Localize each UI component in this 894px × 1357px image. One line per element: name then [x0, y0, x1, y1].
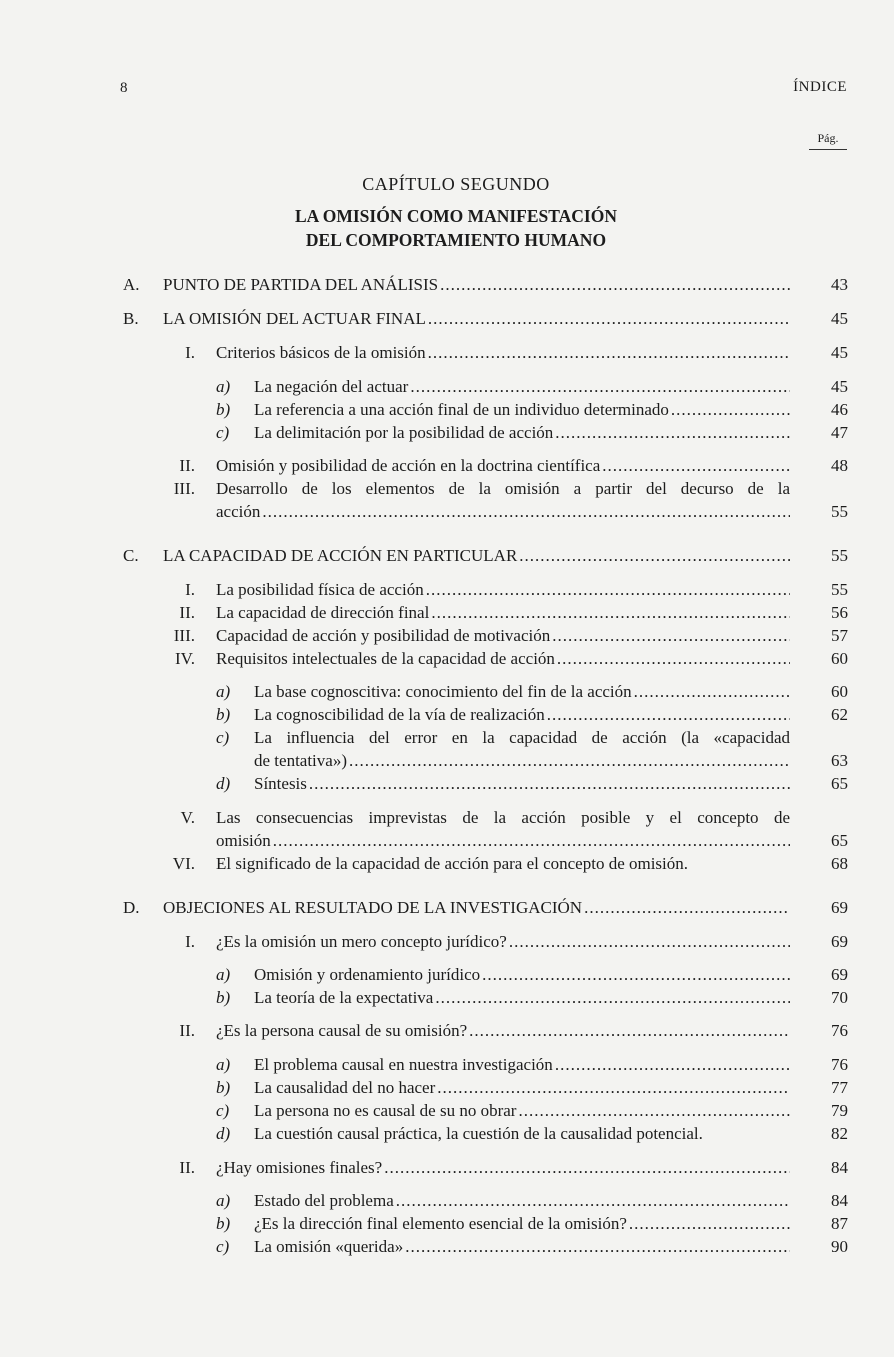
- leader-dots: [428, 309, 790, 329]
- leader-dots: [309, 774, 790, 794]
- leader-dots: [405, 1237, 790, 1257]
- entry-title-line: [216, 854, 790, 874]
- entry-label: II.: [179, 456, 195, 475]
- entry-page-number: 45: [831, 377, 848, 396]
- entry-title: La causalidad del no hacer: [254, 1078, 436, 1097]
- entry-page-number: 48: [831, 456, 848, 475]
- entry-title: El significado de la capacidad de acción para el concepto de omisión.: [216, 854, 689, 873]
- entry-title-line: [216, 603, 790, 623]
- leader-dots: [396, 1191, 790, 1211]
- entry-page-number: 43: [831, 275, 848, 294]
- leader-dots: [435, 988, 790, 1008]
- chapter-title-line1: LA OMISIÓN COMO MANIFESTACIÓN: [295, 206, 617, 226]
- leader-dots: [634, 682, 790, 702]
- entry-title-line: [216, 343, 790, 363]
- entry-label: C.: [123, 546, 139, 565]
- entry-title-line: [254, 1055, 790, 1075]
- entry-label: I.: [185, 343, 195, 362]
- entry-page-number: 90: [831, 1237, 848, 1256]
- entry-page-number: 82: [831, 1124, 848, 1143]
- entry-label: a): [216, 965, 231, 984]
- entry-title-continuation: [254, 751, 790, 771]
- leader-dots: [519, 546, 790, 566]
- leader-dots: [262, 502, 790, 522]
- leader-dots: [349, 751, 790, 771]
- entry-page-number: 65: [831, 774, 848, 793]
- entry-title-line: [163, 546, 790, 566]
- entry-label: V.: [180, 808, 195, 827]
- entry-title: La persona no es causal de su no obrar: [254, 1101, 517, 1120]
- running-head: ÍNDICE: [793, 79, 847, 95]
- entry-page-number: 45: [831, 343, 848, 362]
- entry-title-line: [254, 965, 790, 985]
- entry-title-line: [254, 705, 790, 725]
- entry-title-line: [216, 1021, 790, 1041]
- entry-page-number: 76: [831, 1055, 848, 1074]
- entry-title-line: [163, 275, 790, 295]
- entry-label: II.: [179, 603, 195, 622]
- entry-title-line: [254, 1124, 790, 1144]
- entry-title-line: [254, 1214, 790, 1234]
- entry-title: La referencia a una acción final de un individuo determinado: [254, 400, 669, 419]
- entry-title-line: [254, 377, 790, 397]
- entry-title: Omisión y ordenamiento jurídico: [254, 965, 481, 984]
- leader-dots: [273, 831, 790, 851]
- entry-label: b): [216, 705, 231, 724]
- entry-label: III.: [173, 479, 195, 498]
- entry-label: a): [216, 377, 231, 396]
- entry-title: La delimitación por la posibilidad de acción: [254, 423, 554, 442]
- entry-label: III.: [173, 626, 195, 645]
- entry-page-number: 84: [831, 1191, 848, 1210]
- entry-title-line: [163, 309, 790, 329]
- entry-page-number: 47: [831, 423, 848, 442]
- entry-title-continuation: [216, 831, 790, 851]
- entry-title: La teoría de la expectativa: [254, 988, 434, 1007]
- entry-page-number: 84: [831, 1158, 848, 1177]
- entry-title: ¿Es la dirección final elemento esencial de la omisión?: [254, 1214, 627, 1233]
- entry-label: II.: [179, 1158, 195, 1177]
- leader-dots: [437, 1078, 790, 1098]
- entry-label: D.: [123, 898, 140, 917]
- entry-title: ¿Es la persona causal de su omisión?: [216, 1021, 468, 1040]
- entry-label: b): [216, 1078, 231, 1097]
- leader-dots: [552, 626, 790, 646]
- entry-title: PUNTO DE PARTIDA DEL ANÁLISIS: [163, 275, 439, 294]
- entry-label: c): [216, 1237, 230, 1256]
- entry-page-number: 46: [831, 400, 848, 419]
- leader-dots: [518, 1101, 790, 1121]
- entry-page-number: 68: [831, 854, 848, 873]
- entry-page-number: 69: [831, 898, 848, 917]
- entry-label: VI.: [172, 854, 195, 873]
- entry-title-line: [254, 423, 790, 443]
- entry-title: La omisión «querida»: [254, 1237, 404, 1256]
- entry-label: IV.: [175, 649, 195, 668]
- entry-title: La cuestión causal práctica, la cuestión de la causalidad potencial.: [254, 1124, 703, 1143]
- entry-title-line: [216, 626, 790, 646]
- entry-title: ¿Es la omisión un mero concepto jurídico?: [216, 932, 507, 951]
- entry-title-line: [254, 774, 790, 794]
- entry-label: II.: [179, 1021, 195, 1040]
- entry-label: c): [216, 1101, 230, 1120]
- entry-title: La capacidad de dirección final: [216, 603, 430, 622]
- entry-title-continuation-text: acción: [216, 502, 261, 521]
- entry-page-number: 76: [831, 1021, 848, 1040]
- entry-label: A.: [123, 275, 140, 294]
- page-number: 8: [120, 80, 128, 96]
- entry-title-line: [216, 932, 790, 952]
- leader-dots: [629, 1214, 790, 1234]
- entry-label: b): [216, 400, 231, 419]
- leader-dots: [410, 377, 790, 397]
- entry-title-line: [216, 1158, 790, 1178]
- entry-title: Capacidad de acción y posibilidad de motivación: [216, 626, 551, 645]
- entry-title: El problema causal en nuestra investigación: [254, 1055, 553, 1074]
- entry-label: a): [216, 1191, 231, 1210]
- entry-page-number: 45: [831, 309, 848, 328]
- entry-title-line: [254, 1237, 790, 1257]
- entry-page-number: 55: [831, 580, 848, 599]
- entry-page-number: 69: [831, 965, 848, 984]
- entry-title: Criterios básicos de la omisión: [216, 343, 426, 362]
- entry-page-number: 60: [831, 682, 848, 701]
- leader-dots: [431, 603, 790, 623]
- leader-dots: [440, 275, 790, 295]
- entry-page-number: 56: [831, 603, 848, 622]
- entry-page-number: 62: [831, 705, 848, 724]
- entry-title-continuation-text: de tentativa»): [254, 751, 347, 770]
- entry-title: Síntesis: [254, 774, 307, 793]
- leader-dots: [557, 649, 790, 669]
- page-column-label: Pág.: [809, 131, 847, 150]
- entry-title: La base cognoscitiva: conocimiento del fin de la acción: [254, 682, 632, 701]
- entry-title-line: [254, 682, 790, 702]
- entry-page-number: 77: [831, 1078, 848, 1097]
- leader-dots: [482, 965, 790, 985]
- entry-page-number: 60: [831, 649, 848, 668]
- leader-dots: [509, 932, 790, 952]
- entry-page-number: 70: [831, 988, 848, 1007]
- entry-page-number: 69: [831, 932, 848, 951]
- entry-title-continuation-text: omisión: [216, 831, 271, 850]
- entry-page-number: 65: [831, 831, 848, 850]
- entry-label: b): [216, 988, 231, 1007]
- leader-dots: [547, 705, 790, 725]
- leader-dots: [555, 423, 790, 443]
- entry-title: La influencia del error en la capacidad de acción (la «capacidad: [254, 728, 790, 747]
- leader-dots: [426, 580, 790, 600]
- entry-title-line: [254, 1078, 790, 1098]
- entry-title-line: [254, 400, 790, 420]
- leader-dots: [384, 1158, 790, 1178]
- entry-page-number: 63: [831, 751, 848, 770]
- entry-page-number: 57: [831, 626, 848, 645]
- entry-label: a): [216, 682, 231, 701]
- entry-title: OBJECIONES AL RESULTADO DE LA INVESTIGACIÓN: [163, 898, 583, 917]
- entry-label: b): [216, 1214, 231, 1233]
- entry-label: c): [216, 423, 230, 442]
- entry-label: B.: [123, 309, 139, 328]
- entry-label: I.: [185, 580, 195, 599]
- leader-dots: [602, 456, 790, 476]
- entry-title-line: [254, 1191, 790, 1211]
- entry-page-number: 87: [831, 1214, 848, 1233]
- entry-title: LA OMISIÓN DEL ACTUAR FINAL: [163, 309, 426, 328]
- entry-title: Estado del problema: [254, 1191, 394, 1210]
- leader-dots: [671, 400, 790, 420]
- entry-title-line: [254, 1101, 790, 1121]
- entry-title-line: [216, 456, 790, 476]
- entry-title: La cognoscibilidad de la vía de realización: [254, 705, 545, 724]
- entry-label: a): [216, 1055, 231, 1074]
- entry-title: Las consecuencias imprevistas de la acción posible y el concepto de: [216, 808, 790, 827]
- leader-dots: [584, 898, 790, 918]
- entry-title-line: [216, 580, 790, 600]
- entry-title: Desarrollo de los elementos de la omisión a partir del decurso de la: [216, 479, 790, 498]
- entry-title: La negación del actuar: [254, 377, 409, 396]
- entry-label: d): [216, 774, 231, 793]
- entry-page-number: 55: [831, 502, 848, 521]
- entry-page-number: 79: [831, 1101, 848, 1120]
- entry-title-continuation: [216, 502, 790, 522]
- chapter-title-line2: DEL COMPORTAMIENTO HUMANO: [305, 230, 607, 250]
- entry-title-line: [163, 898, 790, 918]
- entry-title-line: [254, 988, 790, 1008]
- leader-dots: [555, 1055, 790, 1075]
- leader-dots: [428, 343, 790, 363]
- entry-label: I.: [185, 932, 195, 951]
- entry-label: d): [216, 1124, 231, 1143]
- entry-title: LA CAPACIDAD DE ACCIÓN EN PARTICULAR: [163, 546, 518, 565]
- entry-page-number: 55: [831, 546, 848, 565]
- entry-title: ¿Hay omisiones finales?: [216, 1158, 383, 1177]
- entry-title-line: [216, 649, 790, 669]
- leader-dots: [469, 1021, 790, 1041]
- entry-title: La posibilidad física de acción: [216, 580, 424, 599]
- entry-label: c): [216, 728, 230, 747]
- chapter-label: CAPÍTULO SEGUNDO: [362, 174, 550, 194]
- entry-title: Requisitos intelectuales de la capacidad de acción: [216, 649, 555, 668]
- entry-title: Omisión y posibilidad de acción en la doctrina científica: [216, 456, 601, 475]
